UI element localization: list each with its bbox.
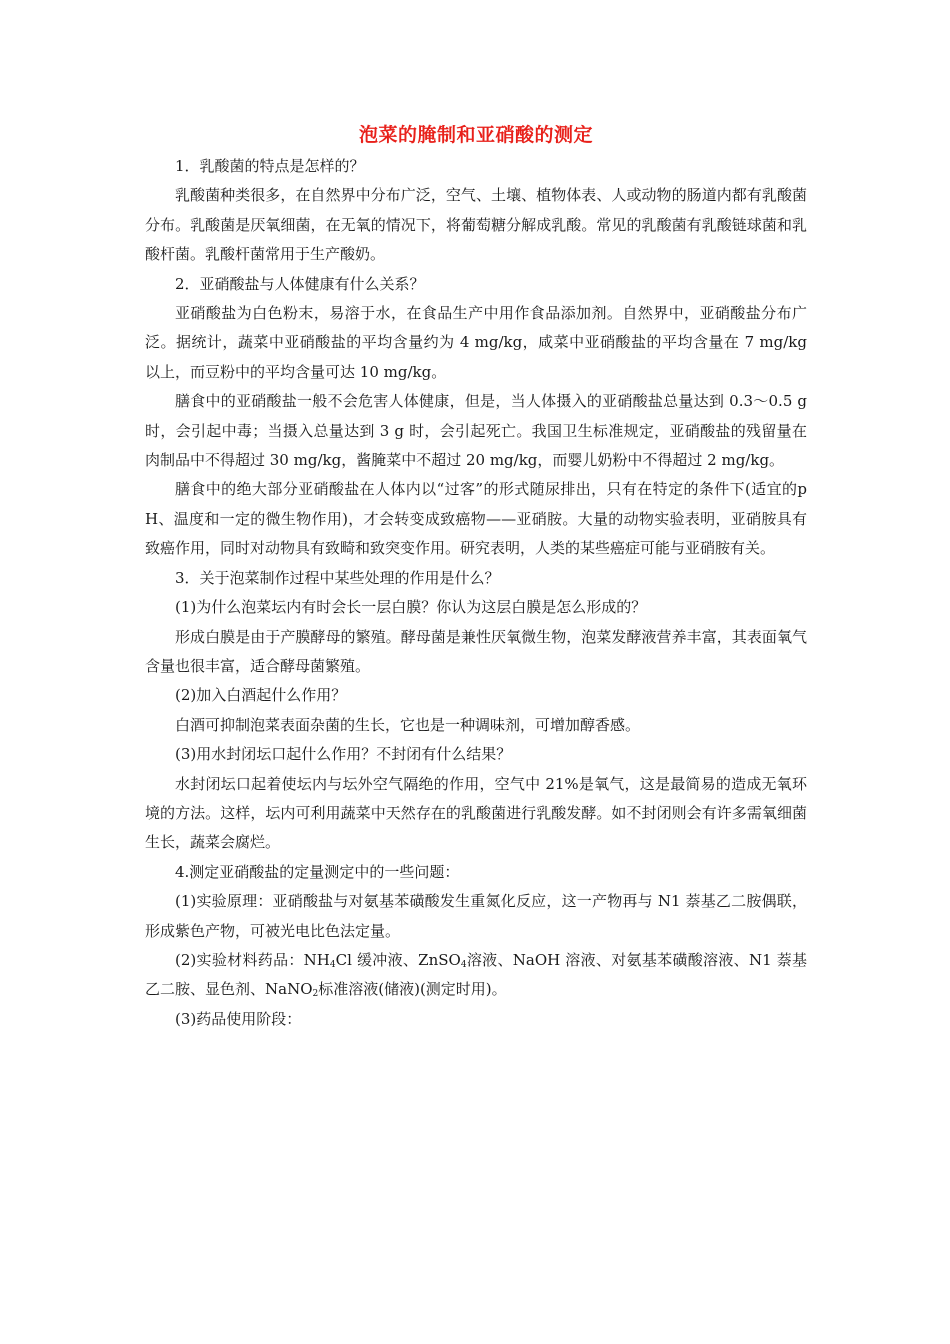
sub-question-3-3: (3)用水封闭坛口起什么作用？不封闭有什么结果？: [175, 745, 512, 764]
answer-2-paragraph-2: 膳食中的亚硝酸盐一般不会危害人体健康，但是，当人体摄入的亚硝酸盐总量达到 0.3～0.5 g 时，会引起中毒；当摄入总量达到 3 g 时，会引起死亡。我国卫生标准规定，亚硝酸盐的残留量在肉制品中不得超过 30 mg/kg，酱腌菜中不超过 20 mg/kg，而婴儿奶粉中不得超过 2 mg/kg。: [145, 392, 807, 470]
materials-subscript-1: 4: [329, 959, 336, 970]
answer-2-paragraph-3: 膳食中的绝大部分亚硝酸盐在人体内以“过客”的形式随尿排出，只有在特定的条件下(适宜的pH、温度和一定的微生物作用)，才会转变成致癌物——亚硝胺。大量的动物实验表明，亚硝胺具有致癌作用，同时对动物具有致畸和致突变作用。研究表明，人类的某些癌症可能与亚硝胺有关。: [145, 480, 807, 558]
question-1: 1．乳酸菌的特点是怎样的？: [175, 157, 365, 175]
question-4: 4.测定亚硝酸盐的定量测定中的一些问题：: [175, 862, 460, 881]
materials-mid-2: 溶液、NaOH 溶液、对氨基苯磺酸溶液、N1 萘基乙二胺、显色剂、NaNO: [145, 950, 807, 999]
document-title: 泡菜的腌制和亚硝酸的测定: [358, 124, 593, 146]
sub-item-4-3: (3)药品使用阶段：: [175, 1009, 302, 1028]
answer-1-paragraph: 乳酸菌种类很多，在自然界中分布广泛，空气、土壤、植物体表、人或动物的肠道内都有乳酸菌分布。乳酸菌是厌氧细菌，在无氧的情况下，将葡萄糖分解成乳酸。常见的乳酸菌有乳酸链球菌和乳酸杆菌。乳酸杆菌常用于生产酸奶。: [145, 186, 807, 264]
materials-prefix: (2)实验材料药品：NH: [175, 950, 330, 969]
question-3: 3．关于泡菜制作过程中某些处理的作用是什么？: [175, 568, 500, 587]
materials-suffix: 标准溶液(储液)(测定时用)。: [318, 980, 507, 999]
sub-question-3-2: (2)加入白酒起什么作用？: [175, 686, 347, 705]
sub-item-4-1: (1)实验原理：亚硝酸盐与对氨基苯磺酸发生重氮化反应，这一产物再与 N1 萘基乙二胺偶联，形成紫色产物，可被光电比色法定量。: [145, 892, 807, 940]
materials-subscript-3: 2: [312, 989, 319, 1000]
materials-subscript-2: 4: [460, 959, 467, 970]
sub-answer-3-1: 形成白膜是由于产膜酵母的繁殖。酵母菌是兼性厌氧微生物，泡菜发酵液营养丰富，其表面氧气含量也很丰富，适合酵母菌繁殖。: [145, 627, 807, 675]
answer-2-paragraph-1: 亚硝酸盐为白色粉末，易溶于水，在食品生产中用作食品添加剂。自然界中，亚硝酸盐分布广泛。据统计，蔬菜中亚硝酸盐的平均含量约为 4 mg/kg，咸菜中亚硝酸盐的平均含量在 7 mg/kg 以上，而豆粉中的平均含量可达 10 mg/kg。: [145, 304, 807, 381]
sub-item-4-2: [145, 946, 807, 1005]
document-page: [145, 118, 807, 1034]
sub-answer-3-2: 白酒可抑制泡菜表面杂菌的生长，它也是一种调味剂，可增加醇香感。: [175, 715, 641, 734]
sub-question-3-1: (1)为什么泡菜坛内有时会长一层白膜？你认为这层白膜是怎么形成的？: [175, 598, 647, 617]
materials-mid-1: Cl 缓冲液、ZnSO: [335, 950, 461, 969]
sub-answer-3-3: 水封闭坛口起着使坛内与坛外空气隔绝的作用，空气中 21%是氧气，这是最简易的造成无氧环境的方法。这样，坛内可利用蔬菜中天然存在的乳酸菌进行乳酸发酵。如不封闭则会有许多需氧细菌生长，蔬菜会腐烂。: [145, 774, 807, 852]
question-2: 2．亚硝酸盐与人体健康有什么关系？: [175, 274, 425, 293]
